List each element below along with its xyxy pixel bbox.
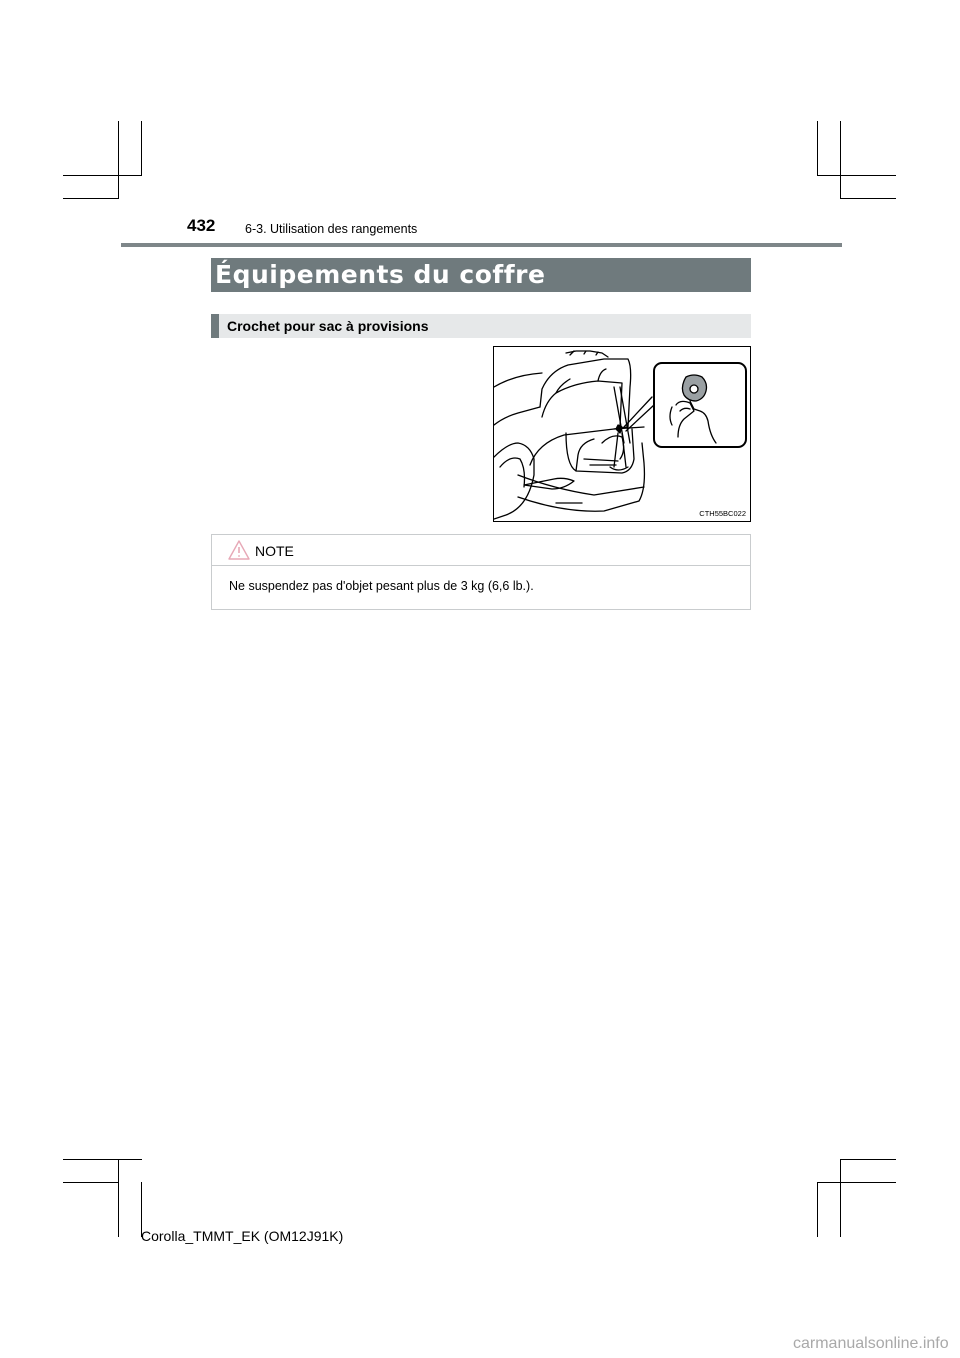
crop-mark (840, 198, 896, 199)
section-header: 6-3. Utilisation des rangements (245, 222, 418, 236)
crop-mark (840, 1159, 896, 1160)
note-box (211, 534, 751, 610)
crop-mark (840, 1159, 841, 1237)
crop-mark (817, 1182, 818, 1237)
footer-document-id: Corolla_TMMT_EK (OM12J91K) (141, 1228, 344, 1244)
crop-mark (817, 175, 896, 176)
crop-mark (63, 1159, 142, 1160)
crop-mark (63, 198, 119, 199)
page-number: 432 (187, 216, 216, 235)
figure-code: CTH55BC022 (699, 509, 746, 518)
header-divider (121, 243, 842, 247)
crop-mark (817, 121, 818, 176)
crop-mark (817, 1182, 896, 1183)
watermark: carmanualsonline.info (793, 1335, 949, 1352)
crop-mark (141, 121, 142, 176)
note-text: Ne suspendez pas d'objet pesant plus de 3 kg (6,6 lb.). (229, 579, 534, 593)
trunk-hook-figure (493, 346, 751, 522)
page-title: Équipements du coffre (211, 258, 751, 292)
crop-mark (118, 1159, 119, 1237)
car-trunk-hook-illustration (494, 347, 750, 521)
crop-mark (118, 121, 119, 199)
crop-mark (63, 175, 142, 176)
note-header (212, 535, 750, 566)
crop-mark (840, 121, 841, 199)
note-label: NOTE (255, 543, 294, 559)
warning-triangle-icon (228, 540, 250, 560)
crop-mark (63, 1182, 119, 1183)
subsection-title: Crochet pour sac à provisions (211, 314, 751, 338)
